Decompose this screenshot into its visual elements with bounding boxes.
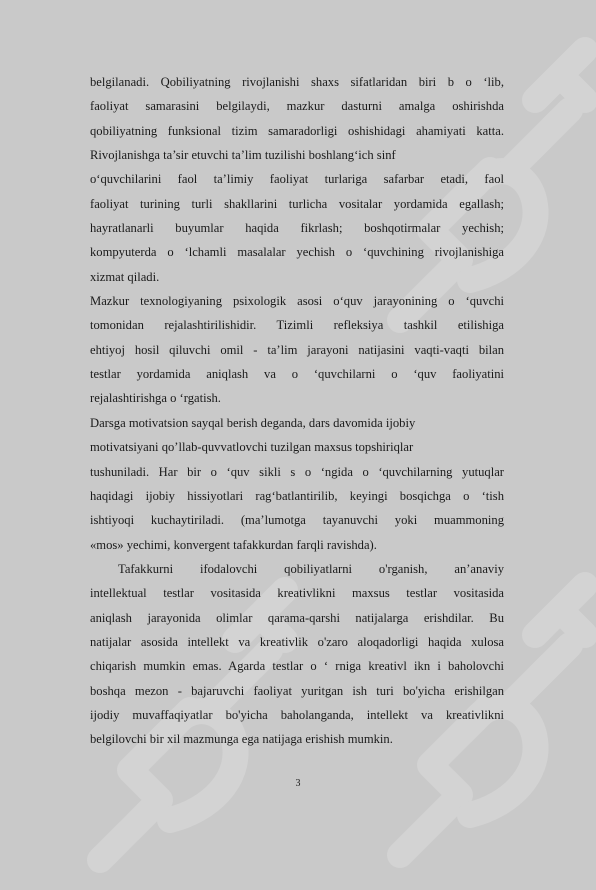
paragraph-1: [90, 70, 504, 289]
text-line: Darsga motivatsion sayqal berish deganda, dars davomida ijobiy: [90, 415, 416, 430]
text-line: tomonidan rejalashtirilishidir. Tizimli refleksiya tashkil etilishiga: [90, 318, 504, 333]
text-line: intellektual testlar vositasida kreativlikni maxsus testlar vositasida: [90, 586, 504, 601]
text-line: Tafakkurni ifodalovchi qobiliyatlarni o'rganish, an’anaviy: [118, 561, 504, 576]
text-line: ijodiy muvaffaqiyatlar bo'yicha baholanganda, intellekt va kreativlikni: [90, 707, 504, 722]
text-line: chiqarish mumkin emas. Agarda testlar o ‘ rniga kreativl ikn i baholovchi: [90, 659, 504, 674]
text-line: belgilanadi. Qobiliyatning rivojlanishi shaxs sifatlaridan biri b o ‘lib,: [90, 75, 504, 89]
paragraph-4: [90, 557, 504, 752]
paragraph-3: [90, 411, 504, 557]
text-line: kompyuterda o ‘lchamli masalalar yechish o ‘quvchining rivojlanishiga: [90, 245, 504, 260]
text-line: qobiliyatning funksional tizim samaradorligi oshishidagi ahamiyati katta.: [90, 123, 504, 138]
text-line: xizmat qiladi.: [90, 269, 160, 284]
page-number: 3: [295, 778, 301, 789]
text-line: Rivojlanishga ta’sir etuvchi ta’lim tuzilishi boshlang‘ich sinf: [90, 148, 396, 163]
text-line: faoliyat samarasini belgilaydi, mazkur dasturni amalga oshirishda: [90, 99, 504, 114]
text-line: «mos» yechimi, konvergent tafakkurdan farqli ravishda).: [90, 537, 377, 552]
text-line: natijalar asosida intellekt va kreativlik o'zaro aloqadorligi haqida xulosa: [90, 634, 504, 649]
text-line: boshqa mezon - bajaruvchi faoliyat yuritgan ish turi bo'yicha erishilgan: [90, 683, 504, 698]
text-line: belgilovchi bir xil mazmunga ega natijaga erishish mumkin.: [90, 732, 393, 747]
text-line: Mazkur texnologiyaning psixologik asosi o‘quv jarayonining o ‘quvchi: [90, 294, 504, 309]
document-body: [90, 70, 504, 752]
text-line: hayratlanarli buyumlar haqida fikrlash; boshqotirmalar yechish;: [90, 221, 504, 236]
text-line: motivatsiyani qo’llab-quvvatlovchi tuzilgan maxsus topshiriqlar: [90, 440, 414, 455]
text-line: ehtiyoj hosil qiluvchi omil - ta’lim jarayoni natijasini vaqti-vaqti bilan: [90, 342, 504, 357]
text-line: faoliyat turining turli shakllarini turlicha vositalar yordamida egallash;: [90, 196, 504, 211]
text-line: o‘quvchilarini faol ta’limiy faoliyat turlariga safarbar etadi, faol: [90, 172, 504, 187]
text-line: rejalashtirishga o ‘rgatish.: [90, 391, 221, 406]
text-line: testlar yordamida aniqlash va o ‘quvchilarni o ‘quv faoliyatini: [90, 367, 504, 382]
paragraph-2: [90, 289, 504, 411]
text-line: aniqlash jarayonida olimlar qarama-qarshi natijalarga erishdilar. Bu: [90, 610, 504, 625]
text-line: haqidagi ijobiy hissiyotlari rag‘batlantirilib, keyingi bosqichga o ‘tish: [90, 488, 504, 503]
text-line: ishtiyoqi kuchaytiriladi. (ma’lumotga tayanuvchi yoki muammoning: [90, 513, 504, 528]
text-line: tushuniladi. Har bir o ‘quv sikli s o ‘ngida o ‘quvchilarning yutuqlar: [90, 464, 504, 479]
